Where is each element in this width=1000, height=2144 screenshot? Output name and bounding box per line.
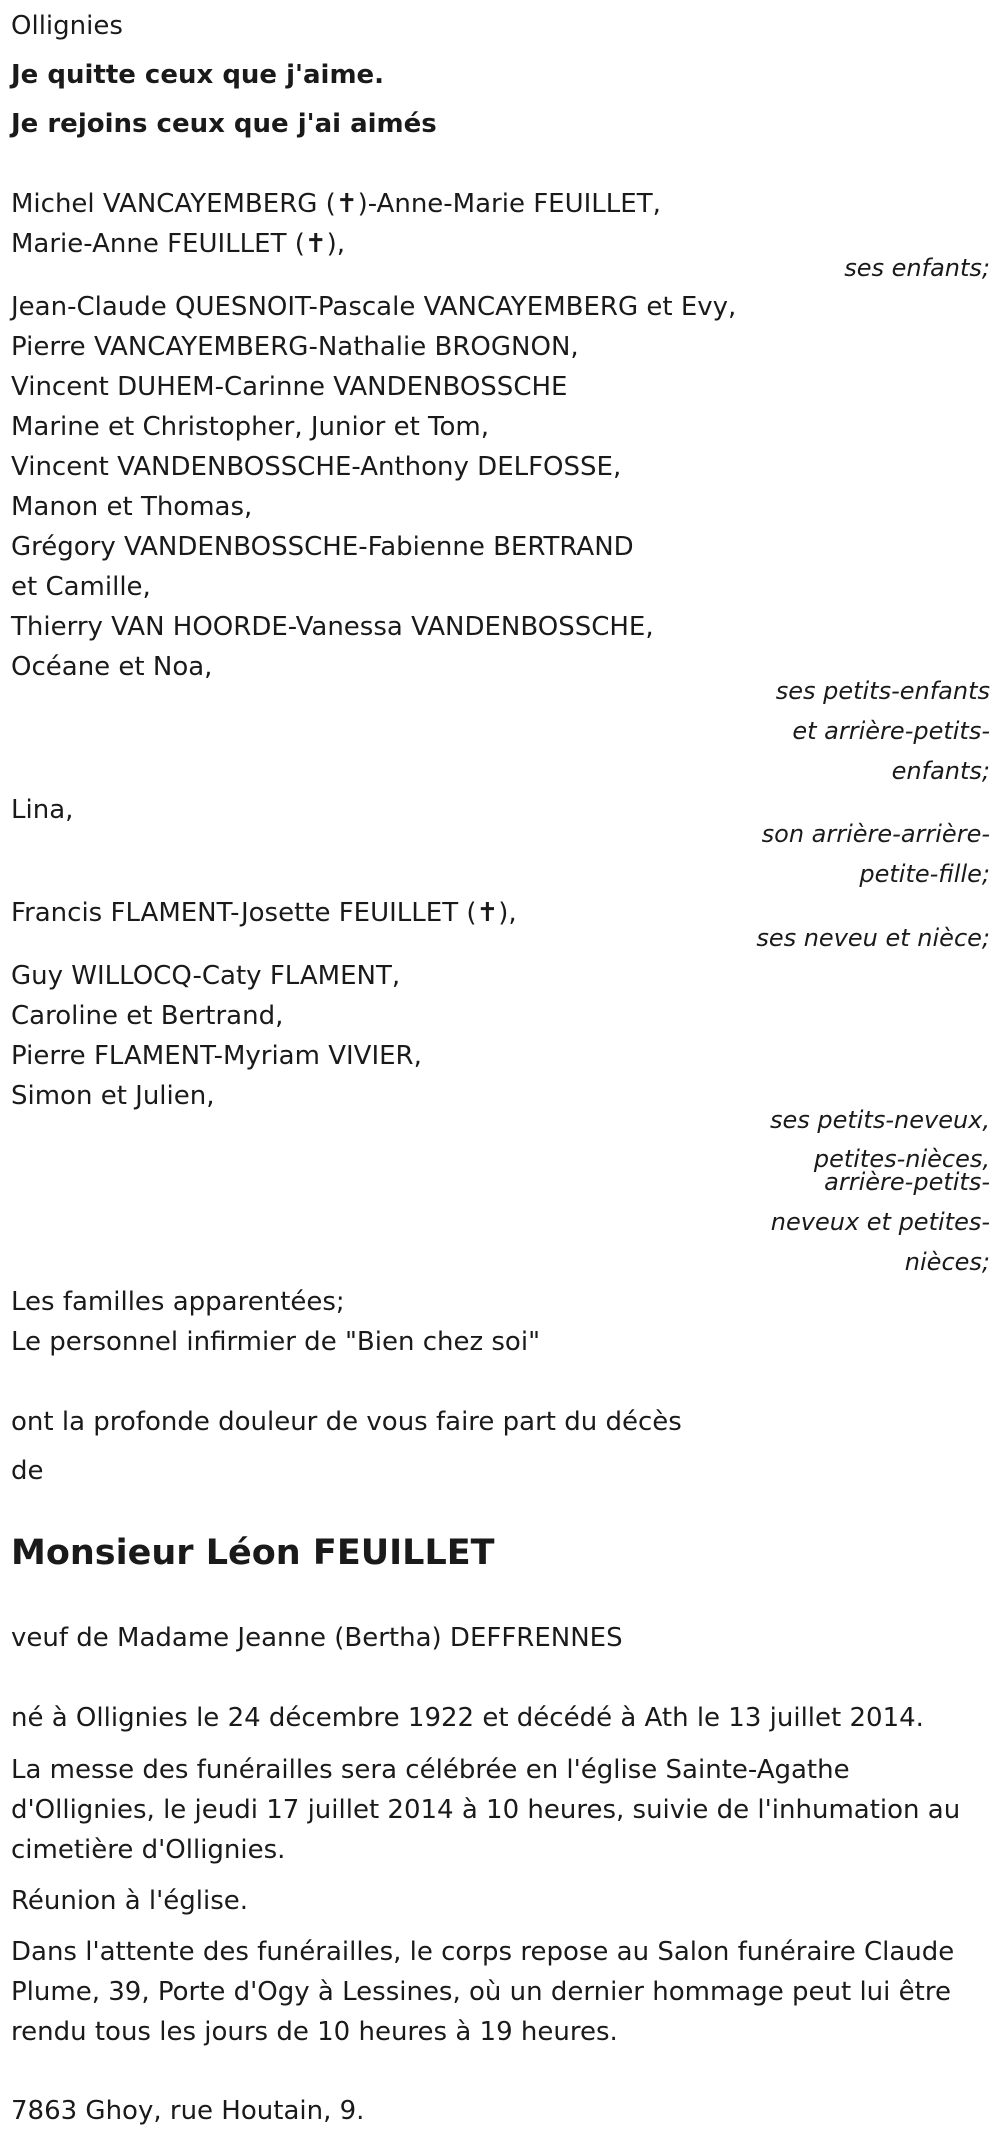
grandchildren-role-line: et arrière-petits- (792, 717, 990, 745)
children-line: Michel VANCAYEMBERG (✝)-Anne-Marie FEUILLET, (11, 189, 661, 219)
grandchildren-line: Pierre VANCAYEMBERG-Nathalie BROGNON, (11, 332, 579, 362)
grandnephews-role-line: neveux et petites- (770, 1208, 990, 1236)
place-name: Ollignies (11, 11, 123, 41)
grandchildren-line: Jean-Claude QUESNOIT-Pascale VANCAYEMBERG et Evy, (11, 292, 737, 322)
mass-line: cimetière d'Ollignies. (11, 1835, 286, 1865)
funeral-home-line: rendu tous les jours de 10 heures à 19 heures. (11, 2017, 618, 2047)
grandchildren-role-line: enfants; (891, 757, 990, 785)
grandnephews-role-line: ses petits-neveux, (769, 1106, 990, 1134)
great-great-line: Lina, (11, 795, 74, 825)
announcement-line-1: ont la profonde douleur de vous faire part du décès (11, 1407, 682, 1437)
grandnephews-role-line: nièces; (904, 1248, 990, 1276)
grandchildren-line: Thierry VAN HOORDE-Vanessa VANDENBOSSCHE, (11, 612, 654, 642)
others-line: Le personnel infirmier de "Bien chez soi" (11, 1327, 541, 1357)
reunion-line: Réunion à l'église. (11, 1886, 249, 1916)
nephew-line: Francis FLAMENT-Josette FEUILLET (✝), (11, 898, 517, 928)
funeral-home-line: Dans l'attente des funérailles, le corps repose au Salon funéraire Claude (11, 1937, 955, 1967)
grandchildren-line: Grégory VANDENBOSSCHE-Fabienne BERTRAND (11, 532, 634, 562)
mass-line: d'Ollignies, le jeudi 17 juillet 2014 à 10 heures, suivie de l'inhumation au (11, 1795, 961, 1825)
grandchildren-line: Vincent DUHEM-Carinne VANDENBOSSCHE (11, 372, 568, 402)
grandnephews-line: Simon et Julien, (11, 1081, 215, 1111)
others-line: Les familles apparentées; (11, 1287, 345, 1317)
deceased-name: Monsieur Léon FEUILLET (11, 1533, 495, 1573)
address-line: 7863 Ghoy, rue Houtain, 9. (11, 2096, 365, 2126)
grandnephews-role-line: arrière-petits- (824, 1168, 990, 1196)
grandchildren-line: Océane et Noa, (11, 652, 213, 682)
quote-line-1: Je quitte ceux que j'aime. (11, 60, 385, 90)
grandchildren-line: Marine et Christopher, Junior et Tom, (11, 412, 489, 442)
grandnephews-line: Pierre FLAMENT-Myriam VIVIER, (11, 1041, 422, 1071)
quote-line-2: Je rejoins ceux que j'ai aimés (11, 109, 437, 139)
great-great-role-line: petite-fille; (859, 860, 990, 888)
grandchildren-role-line: ses petits-enfants (775, 677, 990, 705)
mass-line: La messe des funérailles sera célébrée en l'église Sainte-Agathe (11, 1755, 850, 1785)
grandchildren-line: et Camille, (11, 572, 151, 602)
announcement-line-2: de (11, 1456, 44, 1486)
nephew-role: ses neveu et nièce; (756, 924, 990, 952)
grandnephews-role-line: petites-nièces, (813, 1145, 990, 1173)
birth-death-line: né à Ollignies le 24 décembre 1922 et décédé à Ath le 13 juillet 2014. (11, 1703, 924, 1733)
children-role: ses enfants; (844, 254, 990, 282)
funeral-home-line: Plume, 39, Porte d'Ogy à Lessines, où un dernier hommage peut lui être (11, 1977, 951, 2007)
grandnephews-line: Guy WILLOCQ-Caty FLAMENT, (11, 961, 401, 991)
grandnephews-line: Caroline et Bertrand, (11, 1001, 284, 1031)
widower-line: veuf de Madame Jeanne (Bertha) DEFFRENNES (11, 1623, 623, 1653)
great-great-role-line: son arrière-arrière- (761, 820, 990, 848)
children-line: Marie-Anne FEUILLET (✝), (11, 229, 346, 259)
grandchildren-line: Manon et Thomas, (11, 492, 253, 522)
grandchildren-line: Vincent VANDENBOSSCHE-Anthony DELFOSSE, (11, 452, 622, 482)
